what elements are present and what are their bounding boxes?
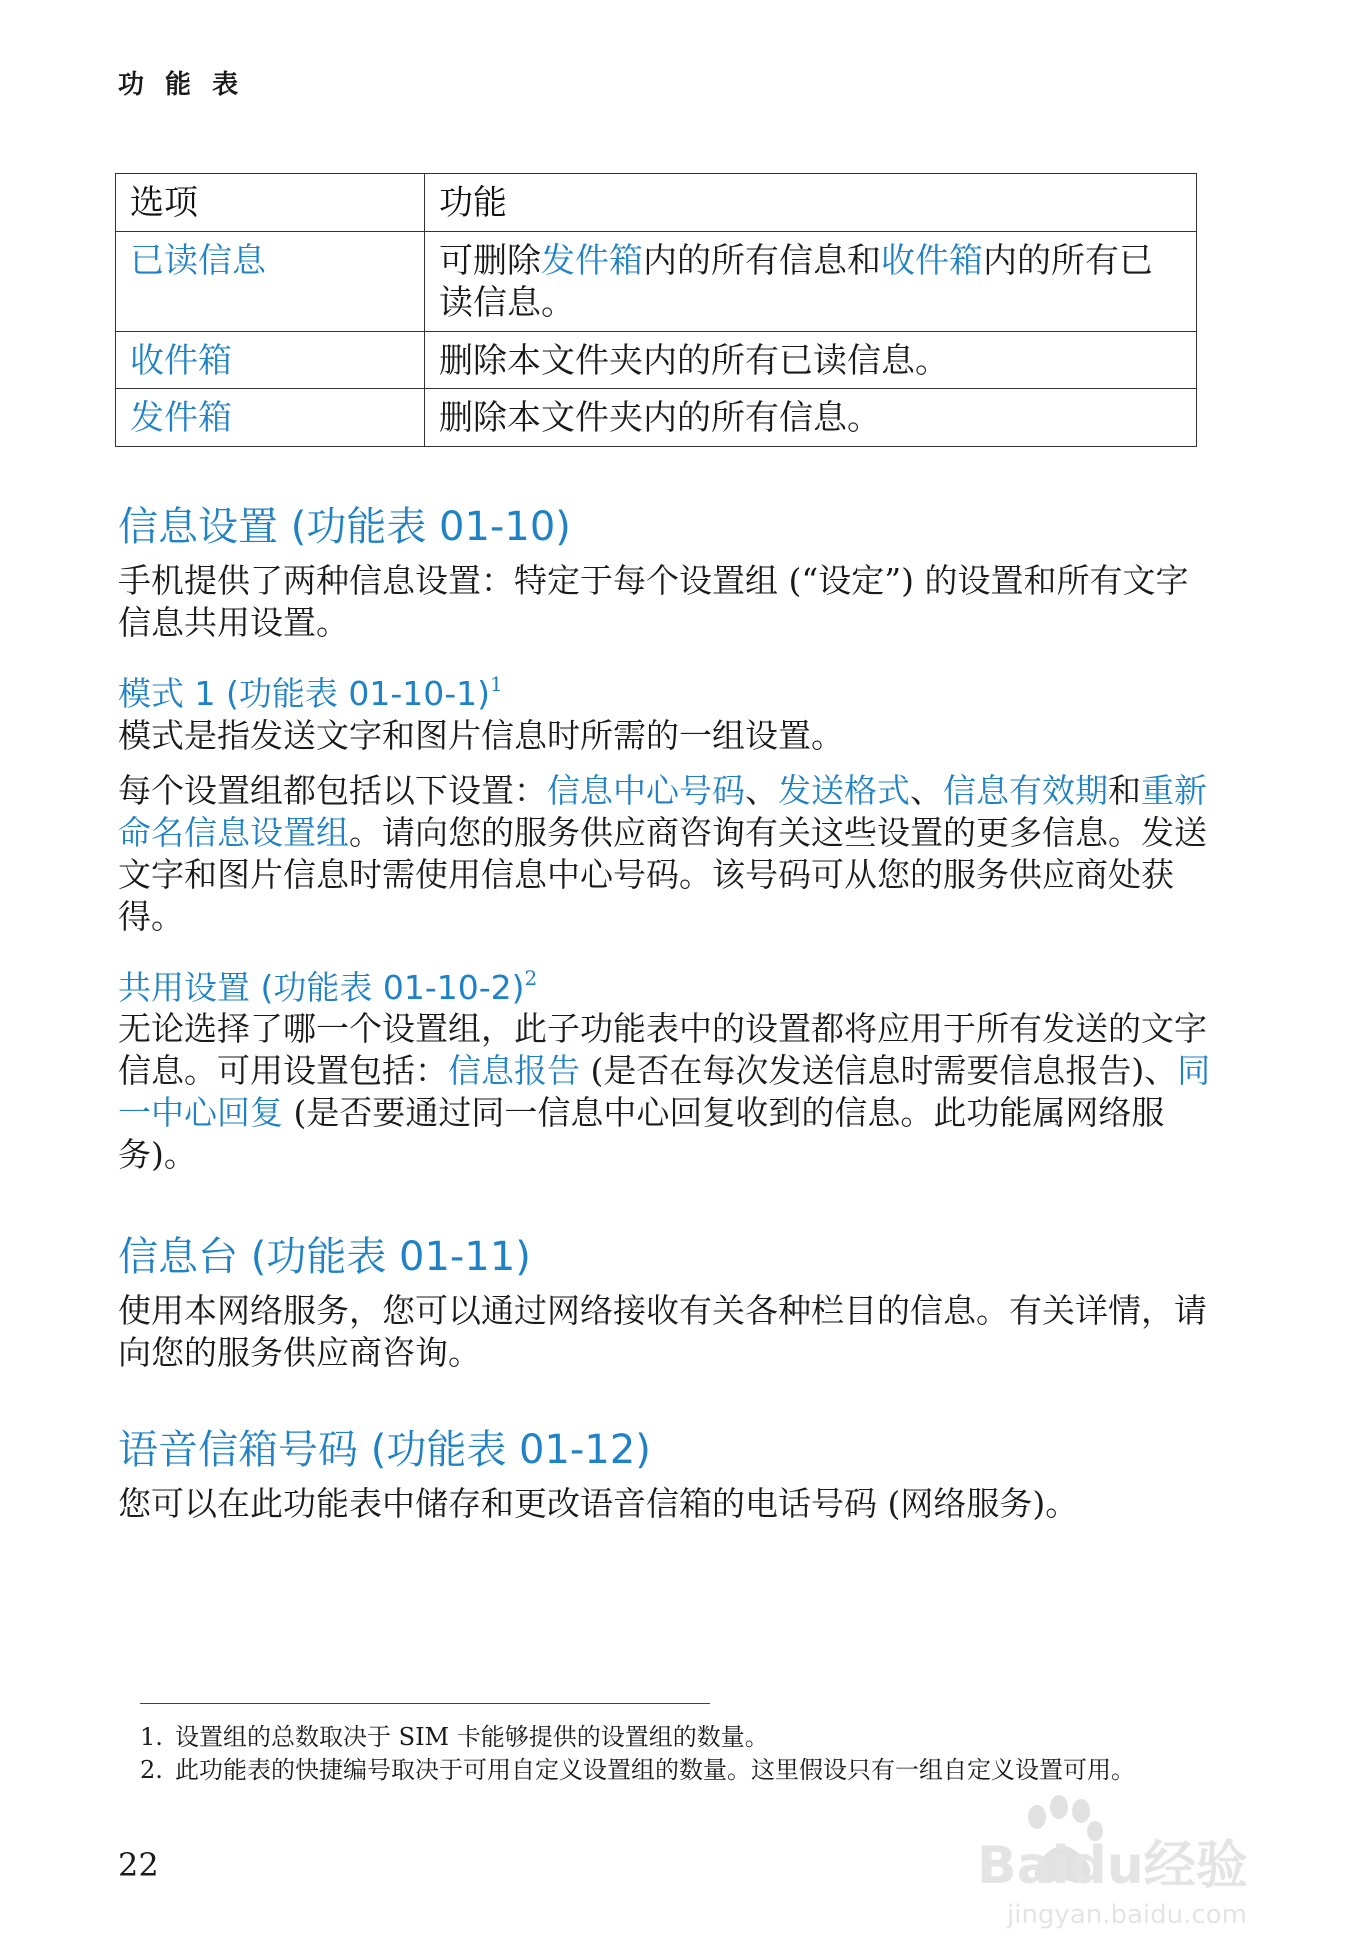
table-row [116,389,1197,447]
option-desc: 删除本文件夹内的所有信息。 [425,389,1197,447]
footnote-2: 2. 此功能表的快捷编号取决于可用自定义设置组的数量。这里假设只有一组自定义设置可用。 [140,1756,1135,1784]
table-header-option: 选项 [116,174,425,232]
heading-message-settings: 信息设置 (功能表 01-10) [118,504,571,550]
svg-text:jingyan.baidu.com: jingyan.baidu.com [1007,1900,1247,1930]
paragraph-common-settings: 无论选择了哪一个设置组，此子功能表中的设置都将应用于所有发送的文字信息。可用设置包括：信息报告 (是否在每次发送信息时需要信息报告)、同一中心回复 (是否要通过同一信息中心回复收到的信息。此功能属网络服务)。 [118,1009,1211,1174]
footnote-ref-1: 1 [490,672,503,696]
page-header: 功 能 表 [118,70,245,100]
inbox-link: 收件箱 [881,240,983,281]
heading-voicemail: 语音信箱号码 (功能表 01-12) [118,1427,651,1473]
link-message-validity: 信息有效期 [943,771,1108,810]
link-send-format: 发送格式 [778,771,910,810]
option-inbox: 收件箱 [116,331,425,389]
svg-text:Baidu经验: Baidu经验 [977,1836,1248,1896]
heading-common-settings: 共用设置 (功能表 01-10-2)$^2$ [118,966,538,1007]
table-row [116,331,1197,389]
option-outbox: 发件箱 [116,389,425,447]
table-row [116,231,1197,331]
link-message-center-number: 信息中心号码 [547,771,745,810]
footnote-ref-2: 2 [524,966,538,990]
paragraph-message-settings: 手机提供了两种信息设置：特定于每个设置组 (“设定”) 的设置和所有文字信息共用设置。 [118,561,1189,642]
paragraph-voicemail: 您可以在此功能表中储存和更改语音信箱的电话号码 (网络服务)。 [118,1484,1079,1523]
table-header-row [116,174,1197,232]
link-reply-via-same-center: 同一中心回复 [118,1051,1211,1132]
option-desc: 删除本文件夹内的所有已读信息。 [425,331,1197,389]
paragraph-cell-broadcast: 使用本网络服务，您可以通过网络接收有关各种栏目的信息。有关详情，请向您的服务供应商咨询。 [118,1291,1207,1372]
page-number: 22 [118,1846,159,1884]
link-rename-settings-group: 重新命名信息设置组 [118,771,1207,852]
footnote-1: 1. 设置组的总数取决于 SIM 卡能够提供的设置组的数量。 [140,1723,769,1751]
link-message-report: 信息报告 [448,1051,580,1090]
baidu-jingyan-watermark [977,1755,1337,1935]
paragraph-mode-intro: 模式是指发送文字和图片信息时所需的一组设置。 [118,716,844,755]
heading-cell-broadcast: 信息台 (功能表 01-11) [118,1234,531,1280]
outbox-link: 发件箱 [541,240,643,281]
option-desc: 可删除发件箱内的所有信息和收件箱内的所有已读信息。 [425,231,1197,331]
footnote-divider [140,1703,710,1704]
options-table [115,173,1197,447]
table-header-function: 功能 [425,174,1197,232]
paragraph-mode-settings: 每个设置组都包括以下设置：信息中心号码、发送格式、信息有效期和重新命名信息设置组。请向您的服务供应商咨询有关这些设置的更多信息。发送文字和图片信息时需使用信息中心号码。该号码可从您的服务供应商处获得。 [118,771,1207,936]
heading-mode: 模式 1 (功能表 01-10-1)$^1$ [118,672,503,713]
option-read-messages: 已读信息 [116,231,425,331]
